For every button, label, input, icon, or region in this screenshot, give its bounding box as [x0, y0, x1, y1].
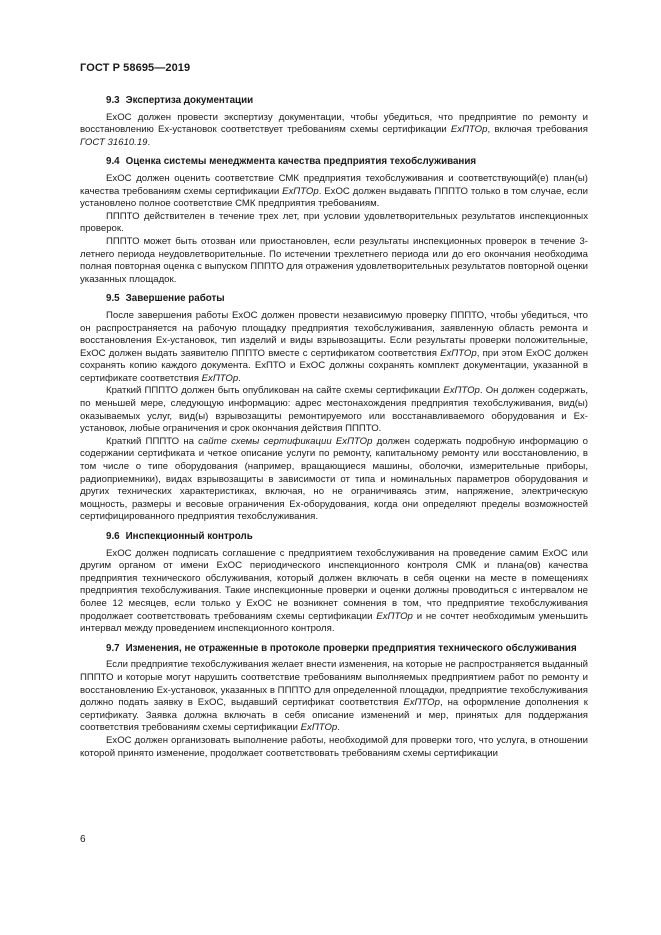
paragraph — [80, 548, 588, 636]
text-run: . — [337, 722, 340, 734]
document-header: ГОСТ Р 58695—2019 — [80, 62, 191, 74]
text-run: ExOC должен организовать выполнение работы, необходимой для проверки того, что услуга, в отношении которой принято изменение, продолжает соответствовать требованиям схемы сертификации — [80, 734, 588, 759]
section-number: 9.6 — [106, 531, 120, 542]
paragraph — [80, 659, 588, 735]
paragraph — [80, 385, 588, 435]
section-heading-9-5 — [106, 293, 588, 306]
italic-run: ExПТОр — [376, 610, 413, 622]
section-title: Завершение работы — [125, 293, 225, 305]
section-title: Инспекционный контроль — [125, 531, 253, 542]
document-body — [80, 88, 588, 760]
paragraph — [80, 310, 588, 386]
text-run: ExOC должен оценить соответствие СМК предприятия техобслуживания и соответствующий(е) план(ы) качества требованиям схемы сертификации — [80, 172, 588, 197]
text-run: ПППТО действителен в течение трех лет, при условии удовлетворительных результатов инспекционных проверок. — [80, 210, 588, 235]
paragraph — [80, 211, 588, 236]
paragraph — [80, 735, 588, 760]
text-run: Краткий ПППТО должен быть опубликован на сайте схемы сертификации — [106, 385, 444, 397]
text-run: Краткий ПППТО на — [106, 435, 199, 447]
italic-run: ExПТОр — [201, 372, 239, 384]
text-run: , включая требования — [487, 124, 588, 136]
section-number: 9.7 — [106, 642, 120, 654]
paragraph — [80, 112, 588, 150]
section-title: Экспертиза документации — [125, 95, 254, 106]
text-run: После завершения работы ExOC должен провести независимую проверку ПППТО, чтобы убедиться, что он распространяется на рабочую площадку предприятия техобслуживания, заявленную область ремонта и восстановления Ex-установок, тип изделий и виды взрывозащиты. Если результаты проверки положительные, ExOC должен выдать заявителю ПППТО вместе с сертификатом соответствия — [80, 309, 588, 359]
paragraph — [80, 173, 588, 211]
paragraph — [80, 436, 588, 524]
section-title: Изменения, не отраженные в протоколе проверки предприятия технического обслуживания — [125, 642, 577, 654]
page-number: 6 — [80, 834, 86, 845]
text-run: . — [147, 136, 151, 148]
text-run: ПППТО может быть отозван или приостановлен, если результаты инспекционных проверок в течение 3-летнего периода неудовлетворительные. По истечении трехлетнего периода или до его окончания необходима полная повторная оценка с выпуском ПППТО для отражения удовлетворительных результатов повторной оценки указанных площадок. — [80, 235, 588, 285]
text-run: , при этом ExOC должен сохранять копию каждого документа. ExПТО и ExOC должны сохранять комплект документации, указанной в сертификате соответствия — [80, 347, 588, 384]
italic-run: ExПТОр — [443, 385, 480, 397]
section-heading-9-6 — [106, 531, 588, 544]
text-run: . ExOC должен выдавать ПППТО только в том случае, если установлено полное соответствие СМК предприятия требованиям. — [80, 185, 588, 210]
paragraph — [80, 236, 588, 286]
section-heading-9-7 — [106, 643, 588, 656]
text-run: , на оформление дополнения к сертификату. Заявка должна включать в себя описание изменений и мер, принятых для поддержания соответствия требованиям схемы сертификации — [80, 697, 588, 734]
text-run: Если предприятие техобслуживания желает внести изменения, на которые не распространяется выданный ПППТО и которые могут нарушить соответствие требованиям выполняемых предприятием работ по ремонту и восстановлению Ex-установок, указанных в ПППТО для определенной площадки, предприятие техобслуживания должно подать заявку в ExOC, выдавший сертификат соответствия — [80, 659, 588, 709]
italic-run: ГОСТ 31610.19 — [80, 136, 148, 148]
text-run: ExOC должен подписать соглашение с предприятием техобслуживания на проведение самим ExOC или другим органом от имени ExOC периодического инспекционного контроля СМК и плана(ов) качества предприятия технического обслуживания, который должен включать в себя оценки на месте в помещениях предприятия техобслуживания. Такие инспекционные проверки и оценки должны проводиться с интервалом не более 12 месяцев, если только у ExOC не возникнет сомнения в том, что предприятие техобслуживания продолжает соответствовать требованиям схемы сертификации — [80, 547, 588, 622]
section-number: 9.4 — [106, 156, 120, 168]
text-run: и не сочтет необходимым уменьшить интервал между проведением инспекционного контроля. — [80, 610, 588, 635]
italic-run: ExПТОр — [450, 124, 488, 136]
section-heading-9-3 — [106, 95, 588, 108]
text-run: должен содержать подробную информацию о содержании сертификата и четкое описание услуги по ремонту, капитальному ремонту или восстановлению, в том числе о типе оборудования (например, вращающиеся машины, оболочки, измерительные приборы, радиоприемники), видах взрывозащиты в зависимости от типа и номинальных параметров оборудования и других технических характеристиках, включая, но не ограничиваясь этим, напряжение, электрическую мощность, размеры и весовые ограничения Ex-оборудования, когда они определяют пределы возможностей сертифицированного предприятия техобслуживания. — [80, 435, 588, 523]
section-heading-9-4 — [106, 156, 588, 169]
italic-run: сайте схемы сертификации ExПТОр — [198, 435, 373, 447]
section-number: 9.5 — [106, 293, 120, 305]
italic-run: ExПТОр — [300, 722, 338, 734]
text-run: . — [238, 372, 241, 384]
text-run: ExOC должен провести экспертизу документации, чтобы убедиться, что предприятие по ремонту и восстановлению Ex-установок соответствует требованиям схемы сертификации — [80, 111, 588, 136]
italic-run: ExПТОр — [403, 697, 440, 709]
section-number: 9.3 — [106, 95, 120, 106]
italic-run: ExПТОр — [440, 347, 477, 359]
italic-run: ExПТОр — [282, 185, 319, 197]
text-run: . Он должен содержать, по меньшей мере, следующую информацию: адрес местонахождения предприятия техобслуживания, вид(ы) оказываемых услуг, вид(ы) взрывозащиты ремонтируемого или восстанавливаемого оборудования и Ex-установок, любые ограничения и срок окончания действия ПППТО. — [80, 385, 589, 435]
section-title: Оценка системы менеджмента качества предприятия техобслуживания — [125, 156, 477, 168]
